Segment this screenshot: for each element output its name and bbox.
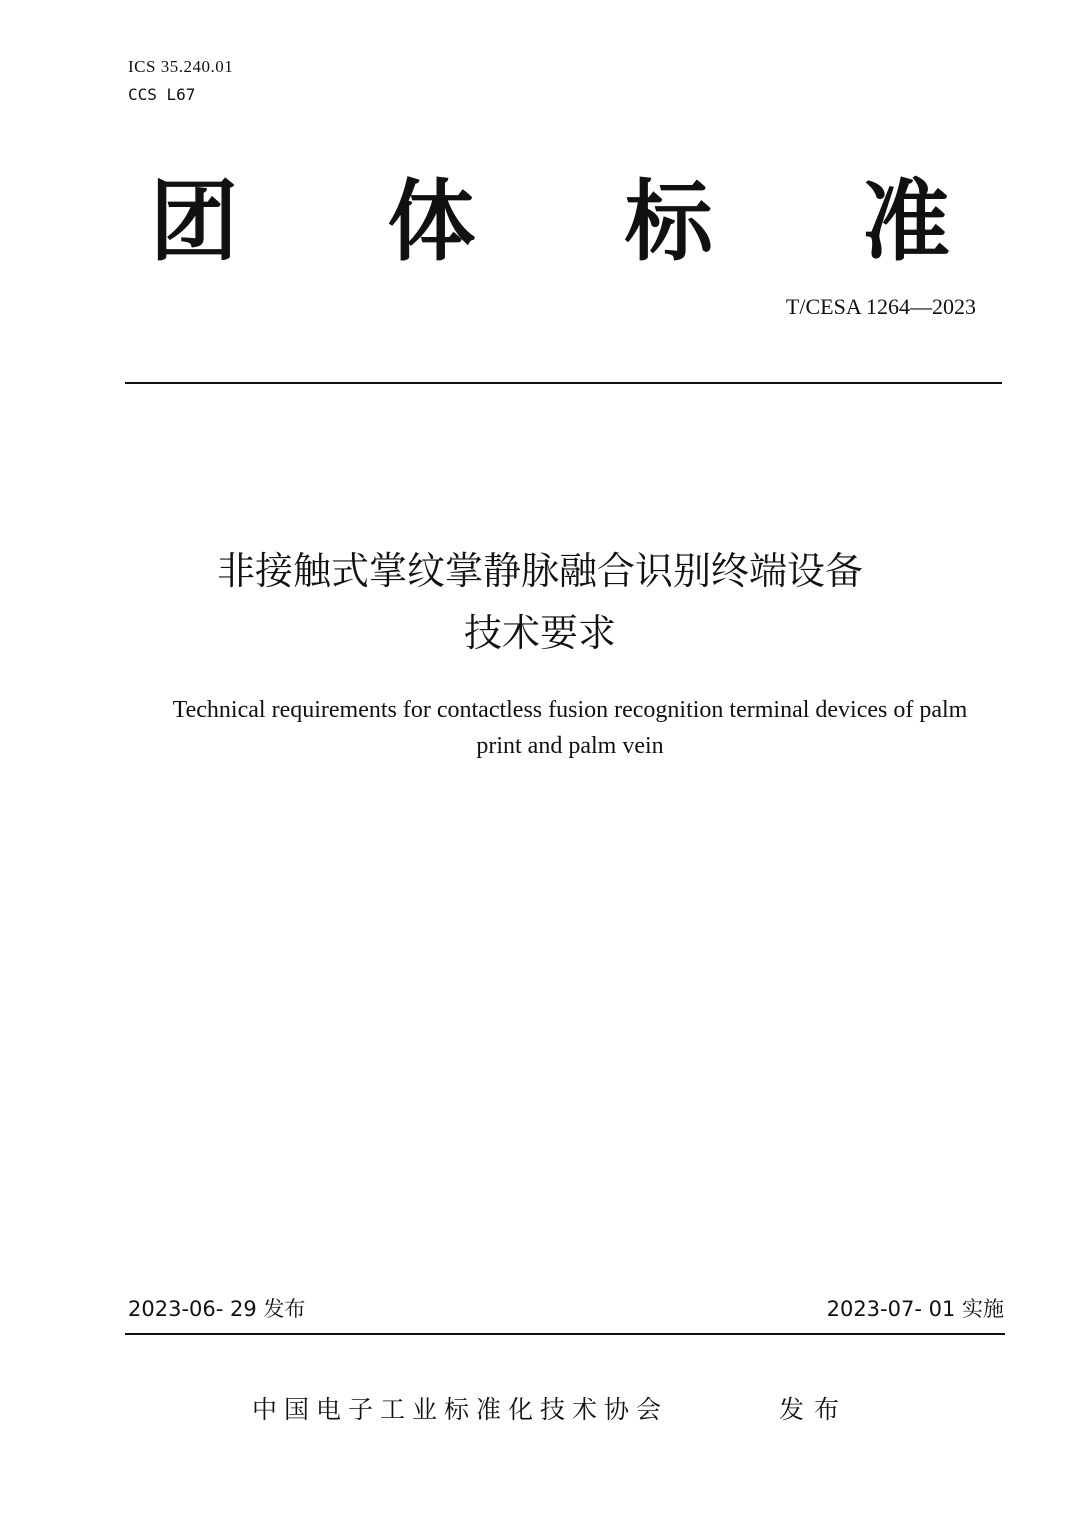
bottom-divider (125, 1333, 1005, 1335)
title-char: 标 (624, 170, 713, 273)
publish-date: 2023-06- 29 发布 (128, 1297, 306, 1321)
publisher-action: 发布 (779, 1395, 850, 1424)
english-title-line-2: print and palm vein (476, 733, 664, 759)
publisher-name: 中国电子工业标准化技术协会 (252, 1395, 669, 1424)
title-char: 团 (150, 170, 239, 273)
top-divider (125, 382, 1002, 384)
document-type-title (150, 160, 950, 273)
chinese-title-line-2: 技术要求 (463, 611, 616, 655)
ccs-code: CCS L67 (128, 85, 196, 104)
chinese-title-line-1: 非接触式掌纹掌静脉融合识别终端设备 (216, 549, 863, 593)
title-char: 体 (387, 170, 476, 273)
ics-code: ICS 35.240.01 (128, 57, 234, 76)
standard-number: T/CESA 1264—2023 (785, 294, 976, 319)
implementation-date: 2023-07- 01 实施 (826, 1297, 1004, 1321)
english-title-line-1: Technical requirements for contactless fusion recognition terminal devices of palm (172, 697, 968, 723)
title-char: 准 (861, 170, 950, 273)
